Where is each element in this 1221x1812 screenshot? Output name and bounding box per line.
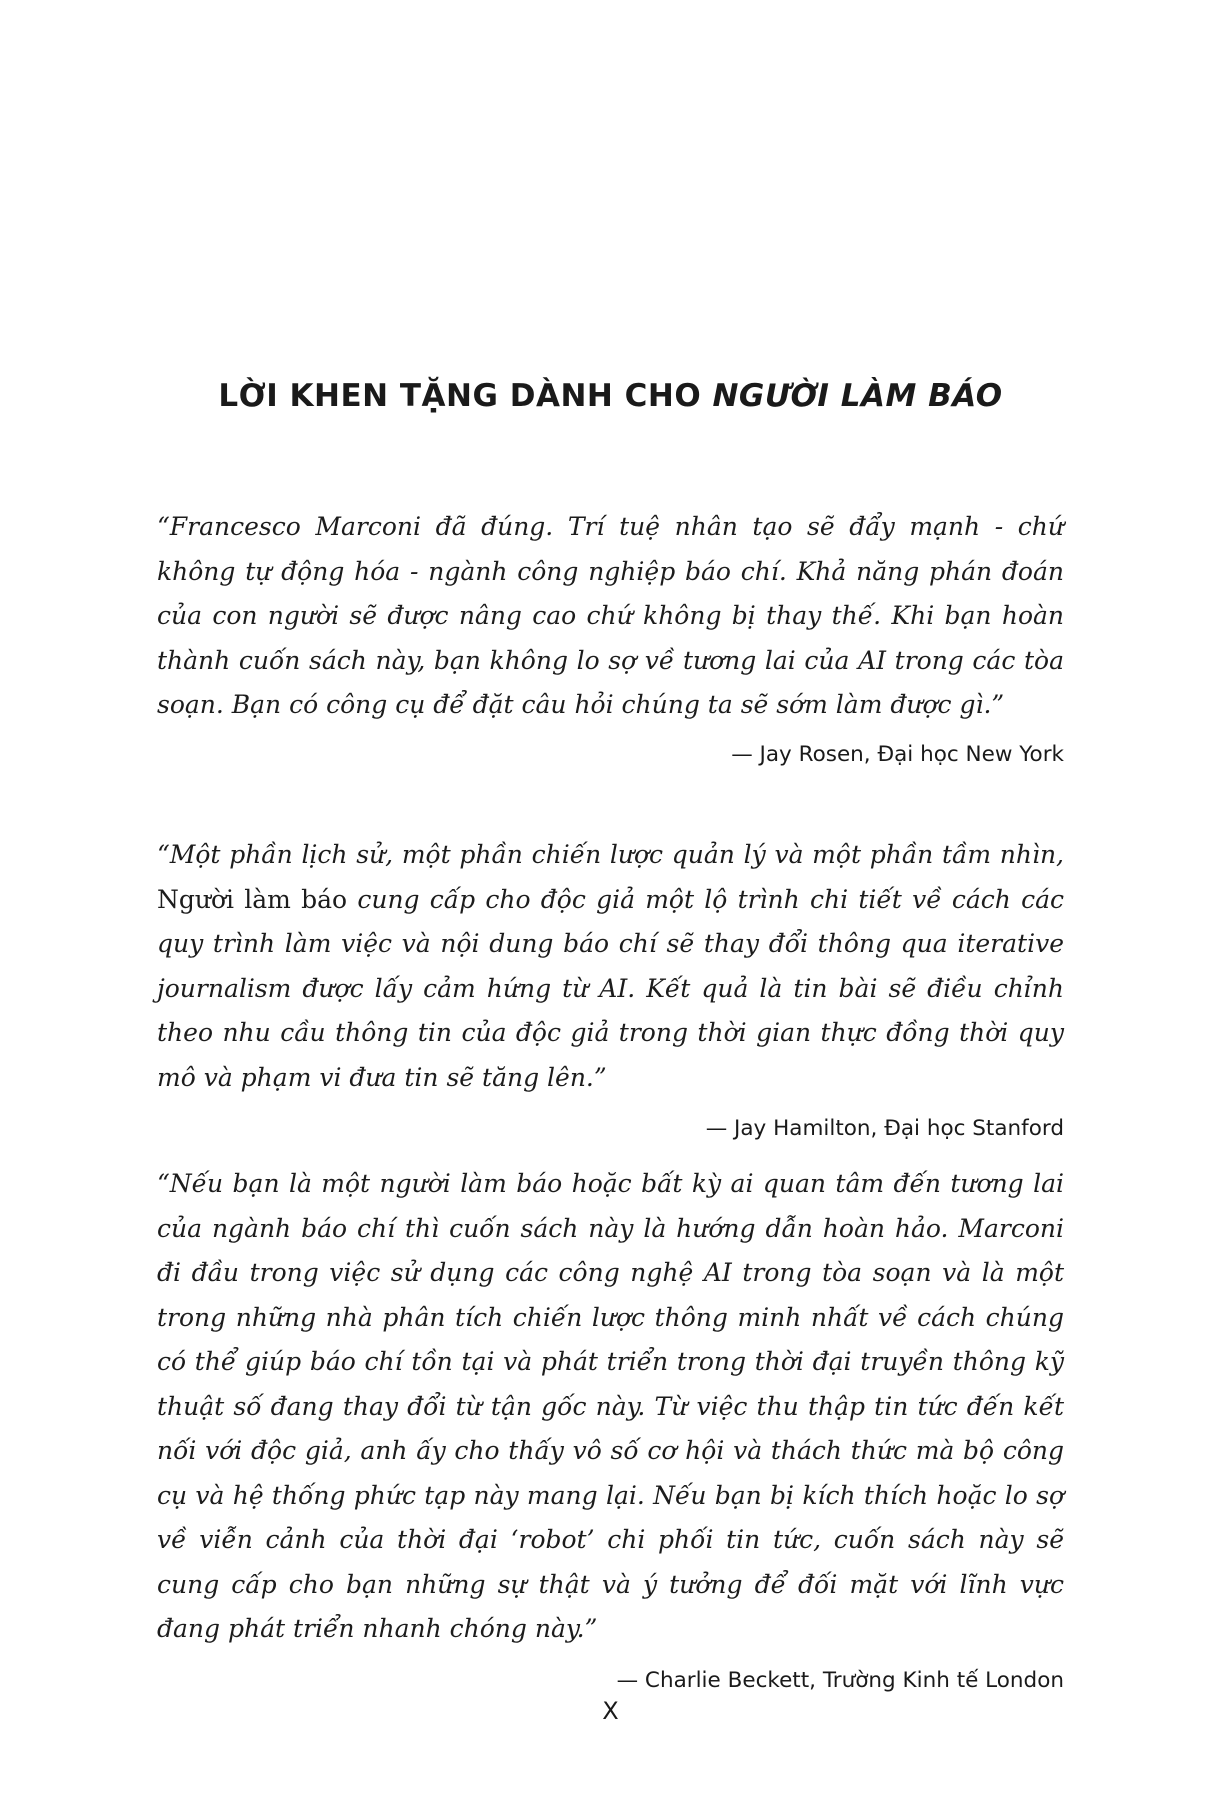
- quote-text: “Francesco Marconi đã đúng. Trí tuệ nhân tạo sẽ đẩy mạnh - chứ không tự động hóa - ngành công nghiệp báo chí. Khả năng phán đoán của con người sẽ được nâng cao chứ không bị thay thế. Khi bạn hoàn thành cuốn sách này, bạn không lo sợ về tương lai của AI trong các tòa soạn. Bạn có công cụ để đặt câu hỏi chúng ta sẽ sớm làm được gì.”: [157, 512, 1064, 719]
- quote-text-end: cung cấp cho độc giả một lộ trình chi tiết về cách các quy trình làm việc và nội dung báo chí sẽ thay đổi thông qua iterative journalism được lấy cảm hứng từ AI. Kết quả là tin bài sẽ điều chỉnh theo nhu cầu thông tin của độc giả trong thời gian thực đồng thời quy mô và phạm vi đưa tin sẽ tăng lên.”: [157, 884, 1064, 1092]
- quote-block-rosen: [157, 505, 1064, 767]
- quote-block-beckett: [157, 1162, 1064, 1693]
- quote-block-hamilton: [157, 833, 1064, 1141]
- heading-book-title: NGƯỜI LÀM BÁO: [712, 378, 1003, 414]
- quote-text: “Nếu bạn là một người làm báo hoặc bất kỳ ai quan tâm đến tương lai của ngành báo chí thì cuốn sách này là hướng dẫn hoàn hảo. Marconi đi đầu trong việc sử dụng các công nghệ AI trong tòa soạn và là một trong những nhà phân tích chiến lược thông minh nhất về cách chúng có thể giúp báo chí tồn tại và phát triển trong thời đại truyền thông kỹ thuật số đang thay đổi từ tận gốc này. Từ việc thu thập tin tức đến kết nối với độc giả, anh ấy cho thấy vô số cơ hội và thách thức mà bộ công cụ và hệ thống phức tạp này mang lại. Nếu bạn bị kích thích hoặc lo sợ về viễn cảnh của thời đại ‘robot’ chi phối tin tức, cuốn sách này sẽ cung cấp cho bạn những sự thật và ý tưởng để đối mặt với lĩnh vực đang phát triển nhanh chóng này.”: [157, 1169, 1064, 1643]
- page-heading: [0, 378, 1221, 414]
- page-number: X: [602, 1697, 619, 1725]
- quote-text-start: “Một phần lịch sử, một phần chiến lược quản lý và một phần tầm nhìn,: [157, 840, 1064, 869]
- quote-attribution: — Jay Rosen, Đại học New York: [731, 741, 1064, 767]
- quote-attribution: — Charlie Beckett, Trường Kinh tế London: [616, 1667, 1064, 1693]
- heading-prefix: LỜI KHEN TẶNG DÀNH CHO: [218, 378, 713, 414]
- quote-attribution: — Jay Hamilton, Đại học Stanford: [705, 1116, 1064, 1141]
- quote-text: [157, 833, 1064, 1100]
- quote-book-title: Người làm báo: [157, 884, 348, 914]
